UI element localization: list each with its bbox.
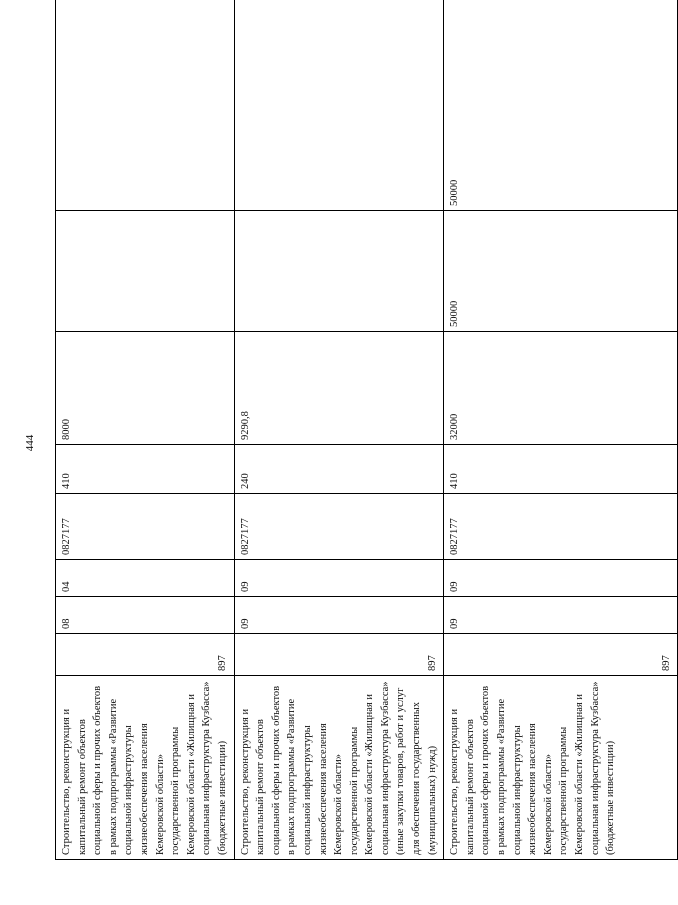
grbs-code: 897 xyxy=(56,634,235,676)
amount-year-1: 32000 xyxy=(444,332,678,445)
target-item-code: 0827177 xyxy=(56,494,235,560)
target-item-code: 0827177 xyxy=(234,494,444,560)
grbs-code: 897 xyxy=(444,634,678,676)
table-row xyxy=(234,0,444,860)
target-item-code: 0827177 xyxy=(444,494,678,560)
row-description: Строительство, реконструкция и капитальный ремонт объектов социальной сферы и прочих объектов в рамках подпрограммы «Развитие социальной инфраструктуры жизнеобеспечения населения Кемеровской области» государственной программы Кемеровской области «Жилищная и социальная инфраструктура Кузбасса» (бюджетные инвестиции) xyxy=(444,676,678,860)
amount-year-2: 50000 xyxy=(444,211,678,332)
expense-type-code: 410 xyxy=(444,445,678,494)
subsection-code: 04 xyxy=(56,560,235,597)
subsection-code: 09 xyxy=(444,560,678,597)
row-description: Строительство, реконструкция и капитальный ремонт объектов социальной сферы и прочих объектов в рамках подпрограммы «Развитие социальной инфраструктуры жизнеобеспечения населения Кемеровской области» государственной программы Кемеровской области «Жилищная и социальная инфраструктура Кузбасса» (бюджетные инвестиции) xyxy=(56,676,235,860)
table-row xyxy=(444,0,678,860)
table-row xyxy=(56,0,235,860)
amount-year-3 xyxy=(234,0,444,211)
grbs-code: 897 xyxy=(234,634,444,676)
amount-year-1: 8000 xyxy=(56,332,235,445)
subsection-code: 09 xyxy=(234,560,444,597)
budget-table-container xyxy=(55,45,672,860)
amount-year-2 xyxy=(56,211,235,332)
amount-year-3: 50000 xyxy=(444,0,678,211)
amount-year-3 xyxy=(56,0,235,211)
section-code: 08 xyxy=(56,597,235,634)
amount-year-1: 9290,8 xyxy=(234,332,444,445)
budget-table xyxy=(55,0,678,860)
page-number-text: 444 xyxy=(24,434,36,452)
expense-type-code: 410 xyxy=(56,445,235,494)
section-code: 09 xyxy=(444,597,678,634)
row-description: Строительство, реконструкция и капитальный ремонт объектов социальной сферы и прочих объектов в рамках подпрограммы «Развитие социальной инфраструктуры жизнеобеспечения населения Кемеровской области» государственной программы Кемеровской области «Жилищная и социальная инфраструктура Кузбасса» (иные закупки товаров, работ и услуг для обеспечения государственных (муниципальных) нужд) xyxy=(234,676,444,860)
amount-year-2 xyxy=(234,211,444,332)
expense-type-code: 240 xyxy=(234,445,444,494)
section-code: 09 xyxy=(234,597,444,634)
